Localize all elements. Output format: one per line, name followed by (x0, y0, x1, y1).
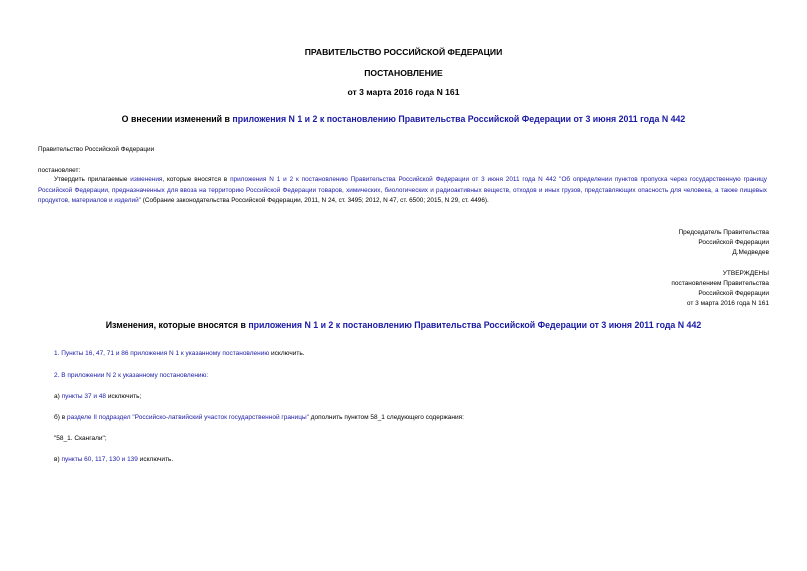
item-a (54, 393, 141, 400)
signature-position: Председатель Правительства (678, 229, 769, 236)
signature-org: Российской Федерации (698, 239, 769, 246)
item-c-link[interactable]: пункты 60, 117, 130 и 139 (61, 456, 138, 463)
item-1-text: исключить. (269, 350, 305, 357)
issuer-text: Правительство Российской Федерации (38, 146, 155, 153)
item-c (54, 456, 173, 463)
changes-title-link[interactable]: приложения N 1 и 2 к постановлению Правительства Российской Федерации от 3 июня 2011 года N 442 (248, 320, 702, 330)
approval-line-1: УТВЕРЖДЕНЫ (722, 270, 769, 277)
resolution-link[interactable]: приложения N 1 и 2 к постановлению Правительства Российской Федерации от 3 июня 2011 года N 442 "Об определении пунктов пропуска через государственную границу Российской Федерации, предназначенных для ввоза на территорию Российской Федерации товаров, химических, биологических и радиоактивных веществ, отходов и иных грузов, представляющих опасность для человека, а также пищевых продуктов, материалов и изделий" (38, 176, 767, 205)
signature-block (678, 228, 769, 258)
paragraph-text-mid: , которые вносятся в (162, 176, 231, 183)
approval-line-4: от 3 марта 2016 года N 161 (686, 300, 769, 307)
changes-title (0, 320, 807, 330)
main-paragraph (38, 175, 767, 207)
item-b-text: дополнить пунктом 58_1 следующего содержания: (308, 414, 464, 421)
government-heading: ПРАВИТЕЛЬСТВО РОССИЙСКОЙ ФЕДЕРАЦИИ (304, 47, 503, 57)
changes-title-text: Изменения, которые вносятся в (105, 320, 249, 330)
item-a-text: исключить; (106, 393, 142, 400)
item-c-text: исключить. (137, 456, 174, 463)
title-link[interactable]: приложения N 1 и 2 к постановлению Правительства Российской Федерации от 3 июня 2011 года N 442 (232, 114, 686, 124)
item-c-prefix: в) (54, 456, 62, 463)
decides-text: постановляет: (38, 167, 81, 174)
approval-line-3: Российской Федерации (698, 290, 769, 297)
changes-link[interactable]: изменения (130, 176, 163, 183)
item-2-link[interactable]: 2. В приложении N 2 к указанному постановлению: (54, 372, 209, 379)
item-2 (54, 372, 208, 379)
approval-line-2: постановлением Правительства (671, 280, 769, 287)
item-b-link[interactable]: разделе II подраздел "Российско-латвийский участок государственной границы" (66, 414, 309, 421)
item-1 (54, 350, 305, 357)
item-1-link[interactable]: 1. Пункты 16, 47, 71 и 86 приложения N 1 к указанному постановлению (54, 350, 270, 357)
item-b (54, 414, 464, 421)
title-text: О внесении изменений в (121, 114, 233, 124)
item-b-prefix: б) в (54, 414, 67, 421)
document-title (0, 114, 807, 124)
approval-block (671, 269, 769, 309)
signature-name: Д.Медведев (732, 249, 769, 256)
paragraph-text-start: Утвердить прилагаемые (54, 176, 131, 183)
paragraph-text-end: (Собрание законодательства Российской Федерации, 2011, N 24, ст. 3495; 2012, N 47, ст. 6500; 2015, N 29, ст. 4496). (140, 197, 489, 205)
item-quote: "58_1. Скангали"; (54, 435, 107, 442)
document-type: ПОСТАНОВЛЕНИЕ (364, 68, 443, 78)
item-a-prefix: а) (54, 393, 62, 400)
document-date-number: от 3 марта 2016 года N 161 (347, 87, 460, 97)
item-a-link[interactable]: пункты 37 и 48 (61, 393, 107, 400)
